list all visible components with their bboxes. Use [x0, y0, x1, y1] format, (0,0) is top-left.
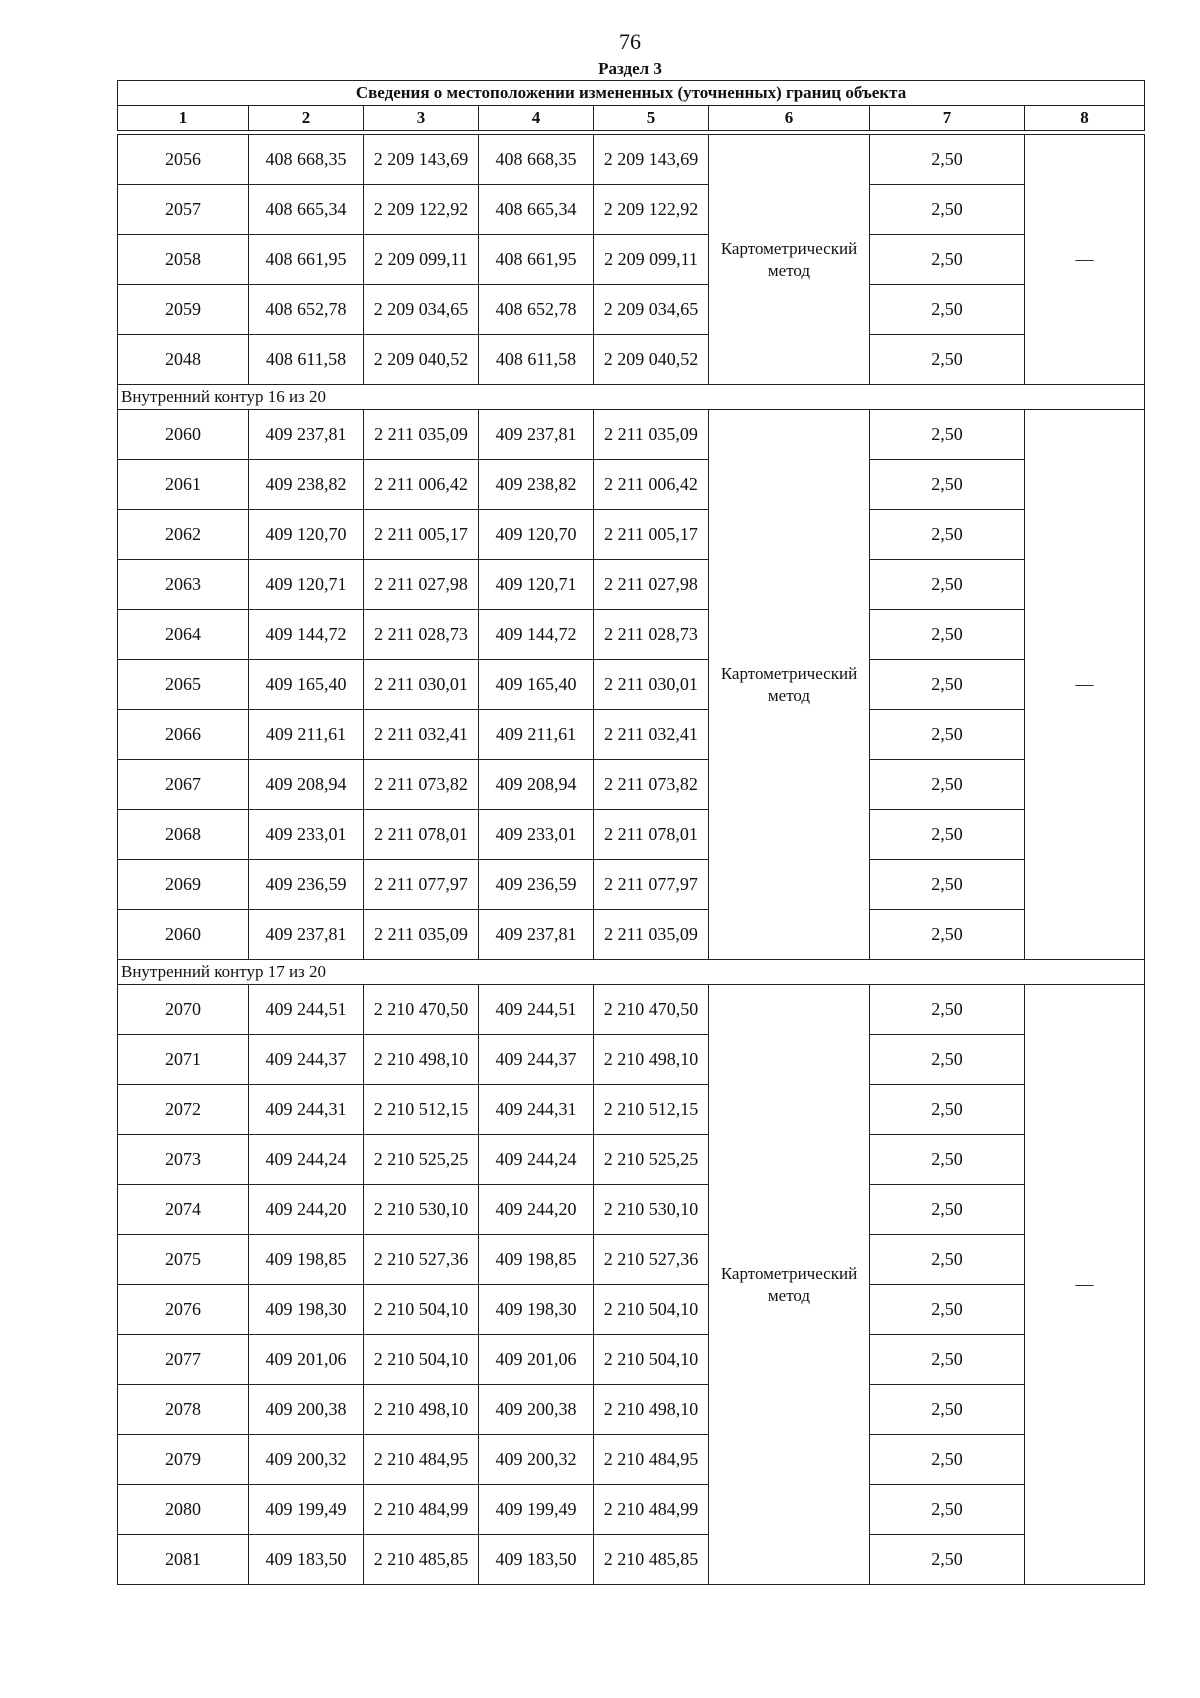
- x-new-cell: 409 211,61: [479, 710, 594, 760]
- table-row: [118, 1335, 1145, 1385]
- point-number-cell: 2067: [118, 760, 249, 810]
- y-existing-cell: 2 211 035,09: [364, 910, 479, 960]
- precision-cell: 2,50: [870, 710, 1025, 760]
- page-number: 76: [619, 29, 641, 54]
- point-number-cell: 2079: [118, 1435, 249, 1485]
- y-new-cell: 2 210 530,10: [594, 1185, 709, 1235]
- x-existing-cell: 408 652,78: [249, 285, 364, 335]
- point-number-cell: 2056: [118, 135, 249, 185]
- table-row: [118, 1535, 1145, 1585]
- point-number-cell: 2073: [118, 1135, 249, 1185]
- y-new-cell: 2 209 143,69: [594, 135, 709, 185]
- x-existing-cell: 408 611,58: [249, 335, 364, 385]
- y-new-cell: 2 209 040,52: [594, 335, 709, 385]
- x-new-cell: 409 237,81: [479, 410, 594, 460]
- y-new-cell: 2 210 525,25: [594, 1135, 709, 1185]
- y-existing-cell: 2 211 035,09: [364, 410, 479, 460]
- x-new-cell: 409 236,59: [479, 860, 594, 910]
- x-existing-cell: 409 199,49: [249, 1485, 364, 1535]
- x-existing-cell: 409 236,59: [249, 860, 364, 910]
- x-existing-cell: 408 668,35: [249, 135, 364, 185]
- point-number-cell: 2048: [118, 335, 249, 385]
- x-existing-cell: 409 120,70: [249, 510, 364, 560]
- precision-cell: 2,50: [870, 985, 1025, 1035]
- table-row: [118, 1385, 1145, 1435]
- table-row: [118, 760, 1145, 810]
- precision-cell: 2,50: [870, 235, 1025, 285]
- x-existing-cell: 409 201,06: [249, 1335, 364, 1385]
- table-row: [118, 185, 1145, 235]
- x-new-cell: 409 244,37: [479, 1035, 594, 1085]
- x-existing-cell: 409 237,81: [249, 410, 364, 460]
- y-new-cell: 2 211 035,09: [594, 910, 709, 960]
- precision-cell: 2,50: [870, 1535, 1025, 1585]
- point-number-cell: 2076: [118, 1285, 249, 1335]
- y-new-cell: 2 211 073,82: [594, 760, 709, 810]
- column-header: 5: [594, 106, 709, 131]
- point-number-cell: 2074: [118, 1185, 249, 1235]
- x-existing-cell: 409 244,37: [249, 1035, 364, 1085]
- table-row: [118, 1185, 1145, 1235]
- point-number-cell: 2057: [118, 185, 249, 235]
- y-existing-cell: 2 209 040,52: [364, 335, 479, 385]
- y-existing-cell: 2 210 525,25: [364, 1135, 479, 1185]
- y-new-cell: 2 210 527,36: [594, 1235, 709, 1285]
- table-title: Сведения о местоположении измененных (уточненных) границ объекта: [118, 81, 1145, 106]
- precision-cell: 2,50: [870, 185, 1025, 235]
- x-new-cell: 409 199,49: [479, 1485, 594, 1535]
- x-new-cell: 409 244,31: [479, 1085, 594, 1135]
- method-cell: Картометрический метод: [709, 135, 870, 385]
- table-row: [118, 1135, 1145, 1185]
- y-existing-cell: 2 211 028,73: [364, 610, 479, 660]
- dash-cell: —: [1025, 985, 1145, 1585]
- y-existing-cell: 2 210 485,85: [364, 1535, 479, 1585]
- table-row: [118, 235, 1145, 285]
- x-existing-cell: 409 238,82: [249, 460, 364, 510]
- y-new-cell: 2 210 512,15: [594, 1085, 709, 1135]
- precision-cell: 2,50: [870, 285, 1025, 335]
- x-existing-cell: 409 198,85: [249, 1235, 364, 1285]
- dash-cell: —: [1025, 135, 1145, 385]
- precision-cell: 2,50: [870, 810, 1025, 860]
- x-new-cell: 409 198,85: [479, 1235, 594, 1285]
- precision-cell: 2,50: [870, 1235, 1025, 1285]
- table-row: [118, 985, 1145, 1035]
- x-new-cell: 409 200,32: [479, 1435, 594, 1485]
- y-existing-cell: 2 211 078,01: [364, 810, 479, 860]
- x-new-cell: 409 208,94: [479, 760, 594, 810]
- point-number-cell: 2066: [118, 710, 249, 760]
- point-number-cell: 2068: [118, 810, 249, 860]
- precision-cell: 2,50: [870, 510, 1025, 560]
- y-new-cell: 2 209 122,92: [594, 185, 709, 235]
- y-new-cell: 2 211 077,97: [594, 860, 709, 910]
- x-new-cell: 409 120,71: [479, 560, 594, 610]
- x-new-cell: 409 244,51: [479, 985, 594, 1035]
- table-row: [118, 510, 1145, 560]
- precision-cell: 2,50: [870, 460, 1025, 510]
- precision-cell: 2,50: [870, 1435, 1025, 1485]
- y-new-cell: 2 211 030,01: [594, 660, 709, 710]
- method-cell: Картометрический метод: [709, 410, 870, 960]
- y-existing-cell: 2 211 027,98: [364, 560, 479, 610]
- column-header: 6: [709, 106, 870, 131]
- point-number-cell: 2059: [118, 285, 249, 335]
- point-number-cell: 2065: [118, 660, 249, 710]
- y-new-cell: 2 210 484,99: [594, 1485, 709, 1535]
- y-existing-cell: 2 210 470,50: [364, 985, 479, 1035]
- x-existing-cell: 409 198,30: [249, 1285, 364, 1335]
- precision-cell: 2,50: [870, 760, 1025, 810]
- table-row: [118, 610, 1145, 660]
- table-row: [118, 1235, 1145, 1285]
- column-header: 3: [364, 106, 479, 131]
- x-existing-cell: 409 183,50: [249, 1535, 364, 1585]
- y-existing-cell: 2 210 504,10: [364, 1285, 479, 1335]
- x-existing-cell: 409 120,71: [249, 560, 364, 610]
- table-row: [118, 460, 1145, 510]
- point-number-cell: 2072: [118, 1085, 249, 1135]
- point-number-cell: 2078: [118, 1385, 249, 1435]
- point-number-cell: 2075: [118, 1235, 249, 1285]
- precision-cell: 2,50: [870, 1085, 1025, 1135]
- table-row: [118, 560, 1145, 610]
- y-new-cell: 2 210 498,10: [594, 1385, 709, 1435]
- column-header: 2: [249, 106, 364, 131]
- x-existing-cell: 408 665,34: [249, 185, 364, 235]
- y-existing-cell: 2 209 143,69: [364, 135, 479, 185]
- y-existing-cell: 2 210 484,95: [364, 1435, 479, 1485]
- y-existing-cell: 2 211 077,97: [364, 860, 479, 910]
- y-existing-cell: 2 211 030,01: [364, 660, 479, 710]
- table-row: [118, 910, 1145, 960]
- precision-cell: 2,50: [870, 335, 1025, 385]
- y-existing-cell: 2 209 122,92: [364, 185, 479, 235]
- x-existing-cell: 409 200,32: [249, 1435, 364, 1485]
- x-new-cell: 409 165,40: [479, 660, 594, 710]
- point-number-cell: 2081: [118, 1535, 249, 1585]
- point-number-cell: 2069: [118, 860, 249, 910]
- x-new-cell: 408 661,95: [479, 235, 594, 285]
- y-new-cell: 2 210 504,10: [594, 1335, 709, 1385]
- precision-cell: 2,50: [870, 660, 1025, 710]
- y-existing-cell: 2 210 498,10: [364, 1035, 479, 1085]
- table-row: [118, 410, 1145, 460]
- precision-cell: 2,50: [870, 1135, 1025, 1185]
- precision-cell: 2,50: [870, 1485, 1025, 1535]
- y-new-cell: 2 210 484,95: [594, 1435, 709, 1485]
- x-new-cell: 409 144,72: [479, 610, 594, 660]
- x-existing-cell: 409 144,72: [249, 610, 364, 660]
- table-row: [118, 1285, 1145, 1335]
- x-existing-cell: 409 244,20: [249, 1185, 364, 1235]
- table-row: [118, 135, 1145, 185]
- table-row: [118, 1485, 1145, 1535]
- y-new-cell: 2 209 034,65: [594, 285, 709, 335]
- y-existing-cell: 2 210 530,10: [364, 1185, 479, 1235]
- table-row: [118, 1035, 1145, 1085]
- precision-cell: 2,50: [870, 610, 1025, 660]
- x-existing-cell: 409 200,38: [249, 1385, 364, 1435]
- y-new-cell: 2 211 078,01: [594, 810, 709, 860]
- table-title-row: [118, 81, 1145, 106]
- x-existing-cell: 409 244,24: [249, 1135, 364, 1185]
- y-new-cell: 2 211 028,73: [594, 610, 709, 660]
- y-new-cell: 2 210 485,85: [594, 1535, 709, 1585]
- x-existing-cell: 409 208,94: [249, 760, 364, 810]
- x-new-cell: 409 198,30: [479, 1285, 594, 1335]
- y-new-cell: 2 211 027,98: [594, 560, 709, 610]
- point-number-cell: 2070: [118, 985, 249, 1035]
- x-existing-cell: 409 211,61: [249, 710, 364, 760]
- dash-cell: —: [1025, 410, 1145, 960]
- x-new-cell: 409 237,81: [479, 910, 594, 960]
- x-new-cell: 409 244,20: [479, 1185, 594, 1235]
- y-new-cell: 2 211 005,17: [594, 510, 709, 560]
- y-new-cell: 2 209 099,11: [594, 235, 709, 285]
- x-new-cell: 408 668,35: [479, 135, 594, 185]
- column-header: 7: [870, 106, 1025, 131]
- y-new-cell: 2 211 035,09: [594, 410, 709, 460]
- point-number-cell: 2077: [118, 1335, 249, 1385]
- table-row: [118, 1435, 1145, 1485]
- x-existing-cell: 409 244,31: [249, 1085, 364, 1135]
- y-existing-cell: 2 211 032,41: [364, 710, 479, 760]
- table-row: [118, 860, 1145, 910]
- point-number-cell: 2062: [118, 510, 249, 560]
- contour-label-row: [118, 385, 1145, 410]
- precision-cell: 2,50: [870, 1035, 1025, 1085]
- table-row: [118, 660, 1145, 710]
- y-existing-cell: 2 210 527,36: [364, 1235, 479, 1285]
- x-new-cell: 409 120,70: [479, 510, 594, 560]
- point-number-cell: 2064: [118, 610, 249, 660]
- y-new-cell: 2 211 032,41: [594, 710, 709, 760]
- point-number-cell: 2080: [118, 1485, 249, 1535]
- x-new-cell: 408 652,78: [479, 285, 594, 335]
- x-new-cell: 409 233,01: [479, 810, 594, 860]
- precision-cell: 2,50: [870, 1185, 1025, 1235]
- precision-cell: 2,50: [870, 860, 1025, 910]
- y-existing-cell: 2 211 005,17: [364, 510, 479, 560]
- table-row: [118, 1085, 1145, 1135]
- contour-label: Внутренний контур 17 из 20: [118, 960, 1145, 985]
- point-number-cell: 2071: [118, 1035, 249, 1085]
- column-header: 1: [118, 106, 249, 131]
- x-new-cell: 409 201,06: [479, 1335, 594, 1385]
- x-existing-cell: 409 244,51: [249, 985, 364, 1035]
- y-existing-cell: 2 209 099,11: [364, 235, 479, 285]
- column-header-row: [118, 106, 1145, 131]
- precision-cell: 2,50: [870, 910, 1025, 960]
- x-existing-cell: 409 165,40: [249, 660, 364, 710]
- y-new-cell: 2 210 498,10: [594, 1035, 709, 1085]
- y-existing-cell: 2 209 034,65: [364, 285, 479, 335]
- precision-cell: 2,50: [870, 560, 1025, 610]
- y-existing-cell: 2 210 504,10: [364, 1335, 479, 1385]
- x-new-cell: 409 200,38: [479, 1385, 594, 1435]
- table-row: [118, 810, 1145, 860]
- y-existing-cell: 2 210 484,99: [364, 1485, 479, 1535]
- table-row: [118, 710, 1145, 760]
- contour-label: Внутренний контур 16 из 20: [118, 385, 1145, 410]
- precision-cell: 2,50: [870, 135, 1025, 185]
- x-new-cell: 408 665,34: [479, 185, 594, 235]
- x-existing-cell: 409 233,01: [249, 810, 364, 860]
- precision-cell: 2,50: [870, 1385, 1025, 1435]
- y-new-cell: 2 210 470,50: [594, 985, 709, 1035]
- y-existing-cell: 2 210 498,10: [364, 1385, 479, 1435]
- table-body: [118, 81, 1145, 1585]
- column-header: 4: [479, 106, 594, 131]
- y-existing-cell: 2 211 073,82: [364, 760, 479, 810]
- y-new-cell: 2 210 504,10: [594, 1285, 709, 1335]
- x-new-cell: 408 611,58: [479, 335, 594, 385]
- contour-label-row: [118, 960, 1145, 985]
- x-new-cell: 409 238,82: [479, 460, 594, 510]
- point-number-cell: 2061: [118, 460, 249, 510]
- y-existing-cell: 2 210 512,15: [364, 1085, 479, 1135]
- y-existing-cell: 2 211 006,42: [364, 460, 479, 510]
- table-row: [118, 285, 1145, 335]
- x-new-cell: 409 183,50: [479, 1535, 594, 1585]
- x-new-cell: 409 244,24: [479, 1135, 594, 1185]
- section-title: Раздел 3: [598, 59, 662, 78]
- x-existing-cell: 409 237,81: [249, 910, 364, 960]
- table-row: [118, 335, 1145, 385]
- point-number-cell: 2058: [118, 235, 249, 285]
- point-number-cell: 2060: [118, 410, 249, 460]
- boundary-coordinates-table: [117, 80, 1145, 1585]
- y-new-cell: 2 211 006,42: [594, 460, 709, 510]
- point-number-cell: 2060: [118, 910, 249, 960]
- method-cell: Картометрический метод: [709, 985, 870, 1585]
- precision-cell: 2,50: [870, 410, 1025, 460]
- point-number-cell: 2063: [118, 560, 249, 610]
- precision-cell: 2,50: [870, 1285, 1025, 1335]
- precision-cell: 2,50: [870, 1335, 1025, 1385]
- column-header: 8: [1025, 106, 1145, 131]
- x-existing-cell: 408 661,95: [249, 235, 364, 285]
